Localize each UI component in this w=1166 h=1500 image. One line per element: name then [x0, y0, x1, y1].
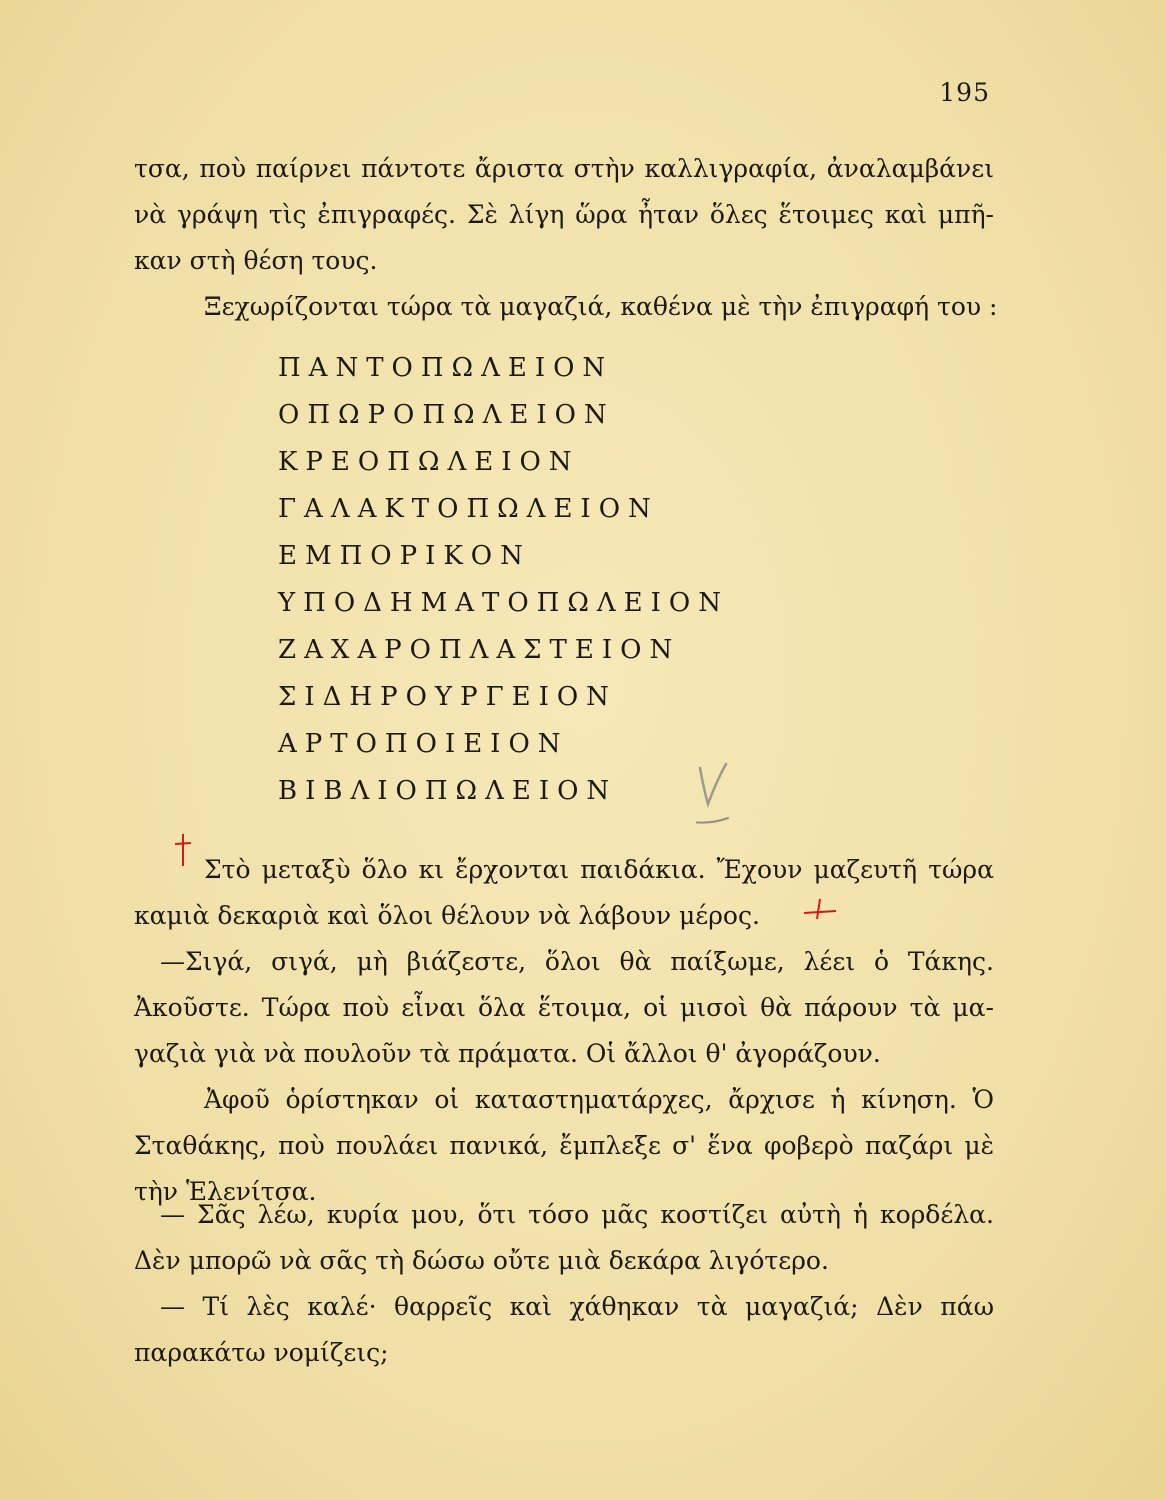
paragraph-1	[134, 146, 994, 284]
pencil-check-icon	[696, 760, 736, 830]
paragraph-7	[134, 1284, 994, 1376]
shop-sign: ΚΡΕΟΠΩΛΕΙΟΝ	[278, 447, 580, 477]
shop-sign: ΓΑΛΑΚΤΟΠΩΛΕΙΟΝ	[278, 494, 659, 524]
text-line: καν στὴ θέση τους.	[134, 246, 378, 275]
page-number: 195	[939, 78, 990, 107]
shop-sign: ΥΠΟΔΗΜΑΤΟΠΩΛΕΙΟΝ	[278, 588, 729, 618]
text-line: Δὲν μπορῶ νὰ σᾶς τὴ δώσω οὔτε μιὰ δεκάρα λιγότερο.	[134, 1246, 829, 1275]
shop-sign: ΣΙΔΗΡΟΥΡΓΕΙΟΝ	[278, 682, 617, 712]
paragraph-6	[134, 1192, 994, 1284]
shop-sign: ΟΠΩΡΟΠΩΛΕΙΟΝ	[278, 400, 615, 430]
paragraph-3	[134, 847, 994, 939]
shop-signs-list	[278, 345, 729, 815]
shop-sign: ΑΡΤΟΠΟΙΕΙΟΝ	[278, 729, 569, 759]
text-line: νὰ γράψη τὶς ἐπιγραφές. Σὲ λίγη ὥρα ἦταν ὅλες ἕτοιμες καὶ μπῆ-	[134, 200, 994, 229]
text-line: — Τί λὲς καλέ· θαρρεῖς καὶ χάθηκαν τὰ μαγαζιά; Δὲν πάω	[160, 1292, 994, 1321]
text-line: — Σᾶς λέω, κυρία μου, ὅτι τόσο μᾶς κοστίζει αὐτὴ ἡ κορδέλα.	[160, 1200, 994, 1229]
text-line: Ἀκοῦστε. Τώρα ποὺ εἶναι ὅλα ἕτοιμα, οἱ μισοὶ θὰ πάρουν τὰ μα-	[134, 993, 994, 1022]
text-line: τὴν Ἑλενίτσα.	[134, 1177, 317, 1206]
text-line: Ξεχωρίζονται τώρα τὰ μαγαζιά, καθένα μὲ τὴν ἐπιγραφή του :	[204, 292, 998, 321]
text-line: γαζιὰ γιὰ νὰ πουλοῦν τὰ πράματα. Οἱ ἄλλοι θ' ἀγοράζουν.	[134, 1039, 881, 1068]
shop-sign: ΕΜΠΟΡΙΚΟΝ	[278, 541, 531, 571]
text-line: Ἀφοῦ ὁρίστηκαν οἱ καταστηματάρχες, ἄρχισε ἡ κίνηση. Ὁ	[204, 1085, 994, 1114]
text-line: καμιὰ δεκαριὰ καὶ ὅλοι θέλουν νὰ λάβουν μέρος.	[134, 901, 760, 930]
shop-sign: ΒΙΒΛΙΟΠΩΛΕΙΟΝ	[278, 776, 618, 806]
paragraph-2	[134, 284, 998, 330]
text-line: —Σιγά, σιγά, μὴ βιάζεστε, ὅλοι θὰ παίξωμε, λέει ὁ Τάκης.	[160, 947, 994, 976]
text-line: παρακάτω νομίζεις;	[134, 1338, 389, 1367]
text-line: τσα, ποὺ παίρνει πάντοτε ἄριστα στὴν καλλιγραφία, ἀναλαμβάνει	[134, 154, 994, 183]
paragraph-4	[134, 939, 994, 1077]
text-line: Σταθάκης, ποὺ πουλάει πανικά, ἔμπλεξε σ' ἕνα φοβερὸ παζάρι μὲ	[134, 1131, 994, 1160]
text-line: Στὸ μεταξὺ ὅλο κι ἔρχονται παιδάκια. Ἔχουν μαζευτῆ τώρα	[204, 855, 994, 884]
shop-sign: ΖΑΧΑΡΟΠΛΑΣΤΕΙΟΝ	[278, 635, 681, 665]
shop-sign: ΠΑΝΤΟΠΩΛΕΙΟΝ	[278, 353, 614, 383]
